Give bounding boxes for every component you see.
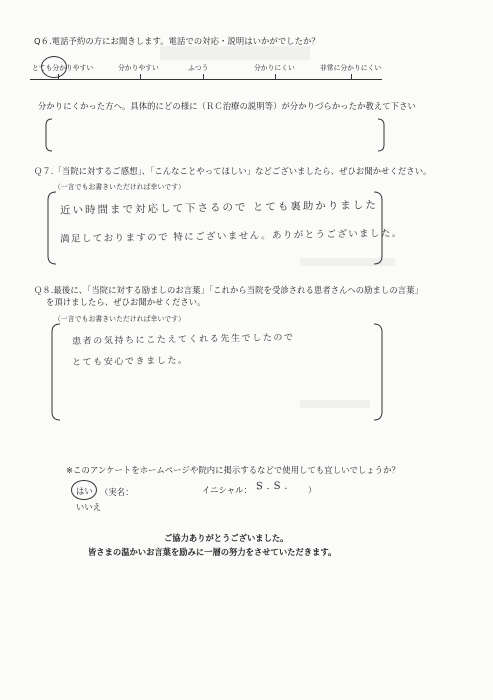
closing-thanks: ご協力ありがとうございました。 (164, 533, 289, 543)
consent-option-yes[interactable]: はい (76, 486, 93, 496)
selected-option-circle (71, 480, 97, 500)
closing-message: 皆さまの温かいお言葉を励みに一層の努力をさせていただきます。 (88, 547, 337, 557)
q7-title: Ｑ７.「当院に対するご感想」、「こんなことやってほしい」などございましたら、ぜひお聞かせください。 (34, 166, 432, 176)
realname-label: （実名： (100, 487, 134, 497)
scale-option-very-unclear[interactable]: 非常に分かりにくい (320, 64, 382, 72)
scale-option-very-clear[interactable]: とても分かりやすい (32, 64, 94, 72)
q8-answer-line-2: とても安心できました。 (71, 355, 189, 369)
q6-title: Q６.電話予約の方にお聞きします。電話での対応・説明はいかがでしたか？ (34, 36, 320, 46)
scale-tick (351, 74, 352, 80)
scale-tick (140, 74, 141, 80)
selected-option-circle (41, 56, 67, 78)
initial-label: イニシャル： (202, 485, 252, 495)
q6-followup: 分かりにくかった方へ。具体的にどの様に（ＲＣ治療の説明等）が分かりづらかったか教えて下さい (38, 101, 416, 111)
scale-option-unclear[interactable]: 分かりにくい (254, 64, 295, 72)
consent-question: ※このアンケートをホームページや院内に掲示するなどで使用しても宜しいでしょうか？ (66, 465, 400, 475)
scale-option-clear[interactable]: 分かりやすい (118, 64, 159, 72)
rating-scale-line (30, 79, 382, 80)
q8-title-line2: を頂けましたら、ぜひお聞かせください。 (46, 297, 206, 307)
q8-title-line1: Ｑ８.最後に、「当院に対する励ましのお言葉」「これから当院を受診される患者さんへの励ましの言葉」 (34, 285, 423, 295)
consent-option-no[interactable]: いいえ (76, 502, 102, 512)
initial-value[interactable]: S.S. (255, 480, 292, 493)
q7-answer-line-2: 満足しておりますので 特にございません。ありがとうございました。 (59, 228, 403, 245)
scale-tick (203, 74, 204, 80)
q7-answer-line-1: 近い時間まで対応して下さるので とても裏助かりました (59, 199, 378, 217)
scale-tick (275, 74, 276, 80)
close-paren: ） (308, 485, 317, 495)
q6-answer-box[interactable] (44, 117, 386, 153)
q8-answer-line-1: 患者の気持ちにこたえてくれる先生でしたので (71, 333, 295, 347)
scale-option-normal[interactable]: ふつう (188, 64, 209, 72)
q7-note: （一言でもお書きいただければ幸いです） (54, 183, 186, 191)
show-through-mark (160, 46, 310, 60)
q8-note: （一言でもお書きいただければ幸いです） (54, 315, 186, 323)
